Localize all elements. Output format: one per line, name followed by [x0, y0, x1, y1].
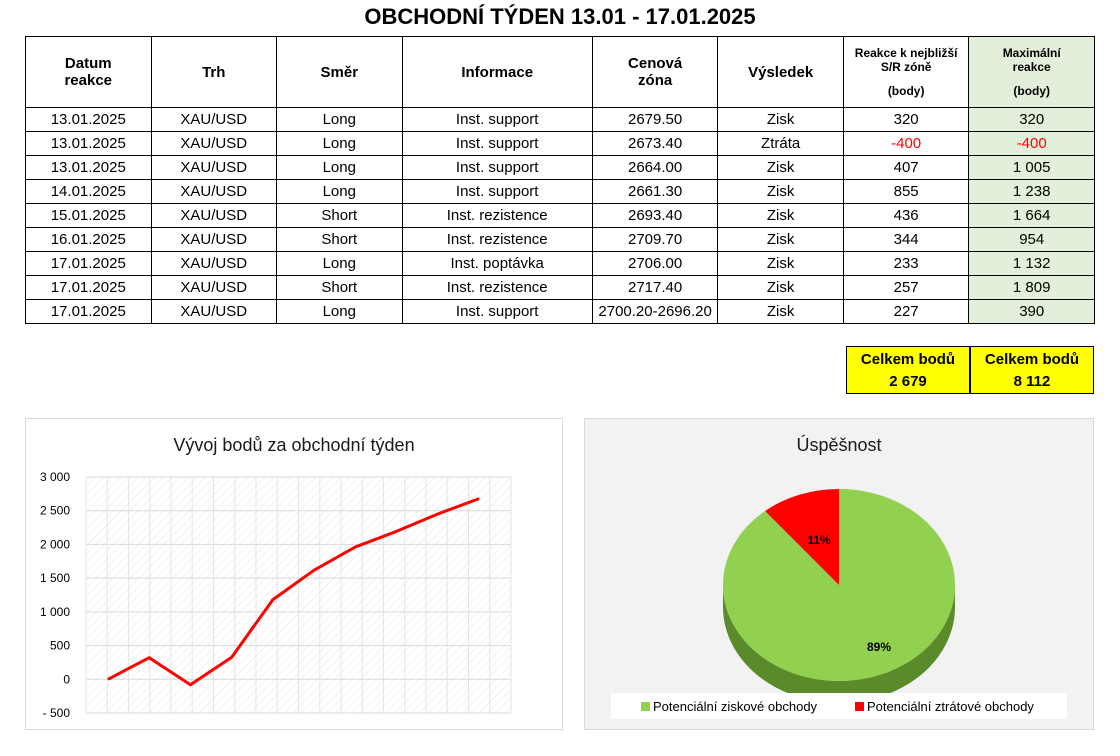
cell-datum: 13.01.2025 — [26, 132, 152, 156]
cell-info: Inst. rezistence — [402, 204, 592, 228]
cell-max: 320 — [969, 108, 1095, 132]
header-cenova-zona: Cenová zóna — [592, 37, 718, 108]
data-point — [108, 679, 109, 680]
data-point — [437, 513, 438, 514]
data-point — [231, 657, 232, 658]
cell-smer: Long — [277, 132, 403, 156]
header-smer: Směr — [277, 37, 403, 108]
pie-legend — [611, 693, 1067, 719]
y-tick-label: 3 000 — [39, 470, 70, 484]
data-point — [190, 684, 191, 685]
cell-zona: 2679.50 — [592, 108, 718, 132]
cell-info: Inst. poptávka — [402, 252, 592, 276]
cell-datum: 17.01.2025 — [26, 300, 152, 324]
cell-reakce: 855 — [843, 180, 969, 204]
cell-smer: Long — [277, 156, 403, 180]
cell-reakce: 320 — [843, 108, 969, 132]
data-point — [314, 570, 315, 571]
cell-zona: 2664.00 — [592, 156, 718, 180]
table-header-row — [26, 37, 1095, 108]
page-title: OBCHODNÍ TÝDEN 13.01 - 17.01.2025 — [364, 4, 756, 29]
cell-datum: 17.01.2025 — [26, 276, 152, 300]
cell-vysledek: Zisk — [718, 156, 844, 180]
data-point — [355, 546, 356, 547]
legend-swatch-loss — [855, 702, 864, 711]
cell-max: 1 809 — [969, 276, 1095, 300]
cell-vysledek: Zisk — [718, 252, 844, 276]
cell-smer: Short — [277, 276, 403, 300]
y-tick-label: 2 000 — [39, 537, 70, 552]
cell-trh: XAU/USD — [151, 300, 277, 324]
cell-smer: Short — [277, 228, 403, 252]
cell-reakce: 227 — [843, 300, 969, 324]
cell-vysledek: Zisk — [718, 228, 844, 252]
cell-reakce: 257 — [843, 276, 969, 300]
cell-vysledek: Zisk — [718, 204, 844, 228]
table-row — [26, 228, 1095, 252]
cell-info: Inst. support — [402, 156, 592, 180]
data-point — [149, 657, 150, 658]
line-chart — [25, 418, 563, 730]
cell-zona: 2693.40 — [592, 204, 718, 228]
cell-reakce: 233 — [843, 252, 969, 276]
total-points-reakce: Celkem bodů 2 679 — [846, 346, 970, 394]
cell-datum: 17.01.2025 — [26, 252, 152, 276]
cell-smer: Long — [277, 108, 403, 132]
cell-trh: XAU/USD — [151, 204, 277, 228]
legend-label-loss: Potenciální ztrátové obchody — [867, 699, 1034, 714]
cell-smer: Short — [277, 204, 403, 228]
table-row — [26, 180, 1095, 204]
cell-trh: XAU/USD — [151, 156, 277, 180]
cell-trh: XAU/USD — [151, 180, 277, 204]
y-tick-label: 1 000 — [39, 604, 70, 619]
cell-info: Inst. support — [402, 132, 592, 156]
cell-max: -400 — [969, 132, 1095, 156]
cell-trh: XAU/USD — [151, 228, 277, 252]
pie-chart-title: Úspěšnost — [796, 435, 882, 455]
cell-zona: 2673.40 — [592, 132, 718, 156]
header-reakce: Reakce k nejbližší S/R zóně (body) — [843, 37, 969, 108]
cell-info: Inst. support — [402, 300, 592, 324]
header-informace: Informace — [402, 37, 592, 108]
cell-datum: 14.01.2025 — [26, 180, 152, 204]
cell-reakce: -400 — [843, 132, 969, 156]
cell-max: 1 664 — [969, 204, 1095, 228]
cell-datum: 13.01.2025 — [26, 156, 152, 180]
header-vysledek: Výsledek — [718, 37, 844, 108]
table-row — [26, 108, 1095, 132]
cell-max: 390 — [969, 300, 1095, 324]
pie-label-win: 89% — [866, 640, 892, 654]
y-tick-label: 1 500 — [39, 571, 70, 586]
trades-table — [25, 36, 1095, 324]
data-point — [396, 531, 397, 532]
cell-trh: XAU/USD — [151, 108, 277, 132]
table-row — [26, 252, 1095, 276]
cell-max: 1 132 — [969, 252, 1095, 276]
data-point — [479, 498, 480, 499]
total-points-max: Celkem bodů 8 112 — [970, 346, 1094, 394]
cell-datum: 15.01.2025 — [26, 204, 152, 228]
cell-trh: XAU/USD — [151, 276, 277, 300]
legend-label-win: Potenciální ziskové obchody — [653, 699, 818, 714]
cell-datum: 13.01.2025 — [26, 108, 152, 132]
cell-zona: 2709.70 — [592, 228, 718, 252]
cell-max: 1 238 — [969, 180, 1095, 204]
cell-vysledek: Zisk — [718, 180, 844, 204]
cell-smer: Long — [277, 300, 403, 324]
cell-smer: Long — [277, 180, 403, 204]
table-row — [26, 156, 1095, 180]
legend-swatch-win — [641, 702, 650, 711]
y-tick-label: 0 — [63, 672, 70, 687]
cell-vysledek: Ztráta — [718, 132, 844, 156]
pie-chart-svg — [585, 419, 1093, 729]
cell-info: Inst. rezistence — [402, 228, 592, 252]
cell-reakce: 436 — [843, 204, 969, 228]
cell-info: Inst. rezistence — [402, 276, 592, 300]
cell-vysledek: Zisk — [718, 300, 844, 324]
cell-zona: 2706.00 — [592, 252, 718, 276]
line-chart-title: Vývoj bodů za obchodní týden — [173, 435, 415, 455]
y-tick-label: - 500 — [42, 706, 70, 720]
cell-smer: Long — [277, 252, 403, 276]
cell-max: 954 — [969, 228, 1095, 252]
pie-label-loss: 11% — [807, 533, 831, 547]
header-datum: Datum reakce — [26, 37, 152, 108]
header-max-reakce: Maximální reakce (body) — [969, 37, 1095, 108]
cell-zona: 2717.40 — [592, 276, 718, 300]
y-tick-label: 500 — [49, 638, 70, 653]
cell-reakce: 407 — [843, 156, 969, 180]
line-chart-svg — [26, 419, 562, 729]
cell-info: Inst. support — [402, 180, 592, 204]
cell-info: Inst. support — [402, 108, 592, 132]
cell-reakce: 344 — [843, 228, 969, 252]
cell-max: 1 005 — [969, 156, 1095, 180]
cell-zona: 2661.30 — [592, 180, 718, 204]
cell-datum: 16.01.2025 — [26, 228, 152, 252]
table-row — [26, 300, 1095, 324]
cell-trh: XAU/USD — [151, 252, 277, 276]
header-trh: Trh — [151, 37, 277, 108]
table-row — [26, 276, 1095, 300]
y-tick-label: 2 500 — [39, 503, 70, 518]
cell-vysledek: Zisk — [718, 276, 844, 300]
data-point — [272, 599, 273, 600]
cell-zona: 2700.20-2696.20 — [592, 300, 718, 324]
cell-trh: XAU/USD — [151, 132, 277, 156]
cell-vysledek: Zisk — [718, 108, 844, 132]
table-row — [26, 132, 1095, 156]
pie-chart — [584, 418, 1094, 730]
table-row — [26, 204, 1095, 228]
